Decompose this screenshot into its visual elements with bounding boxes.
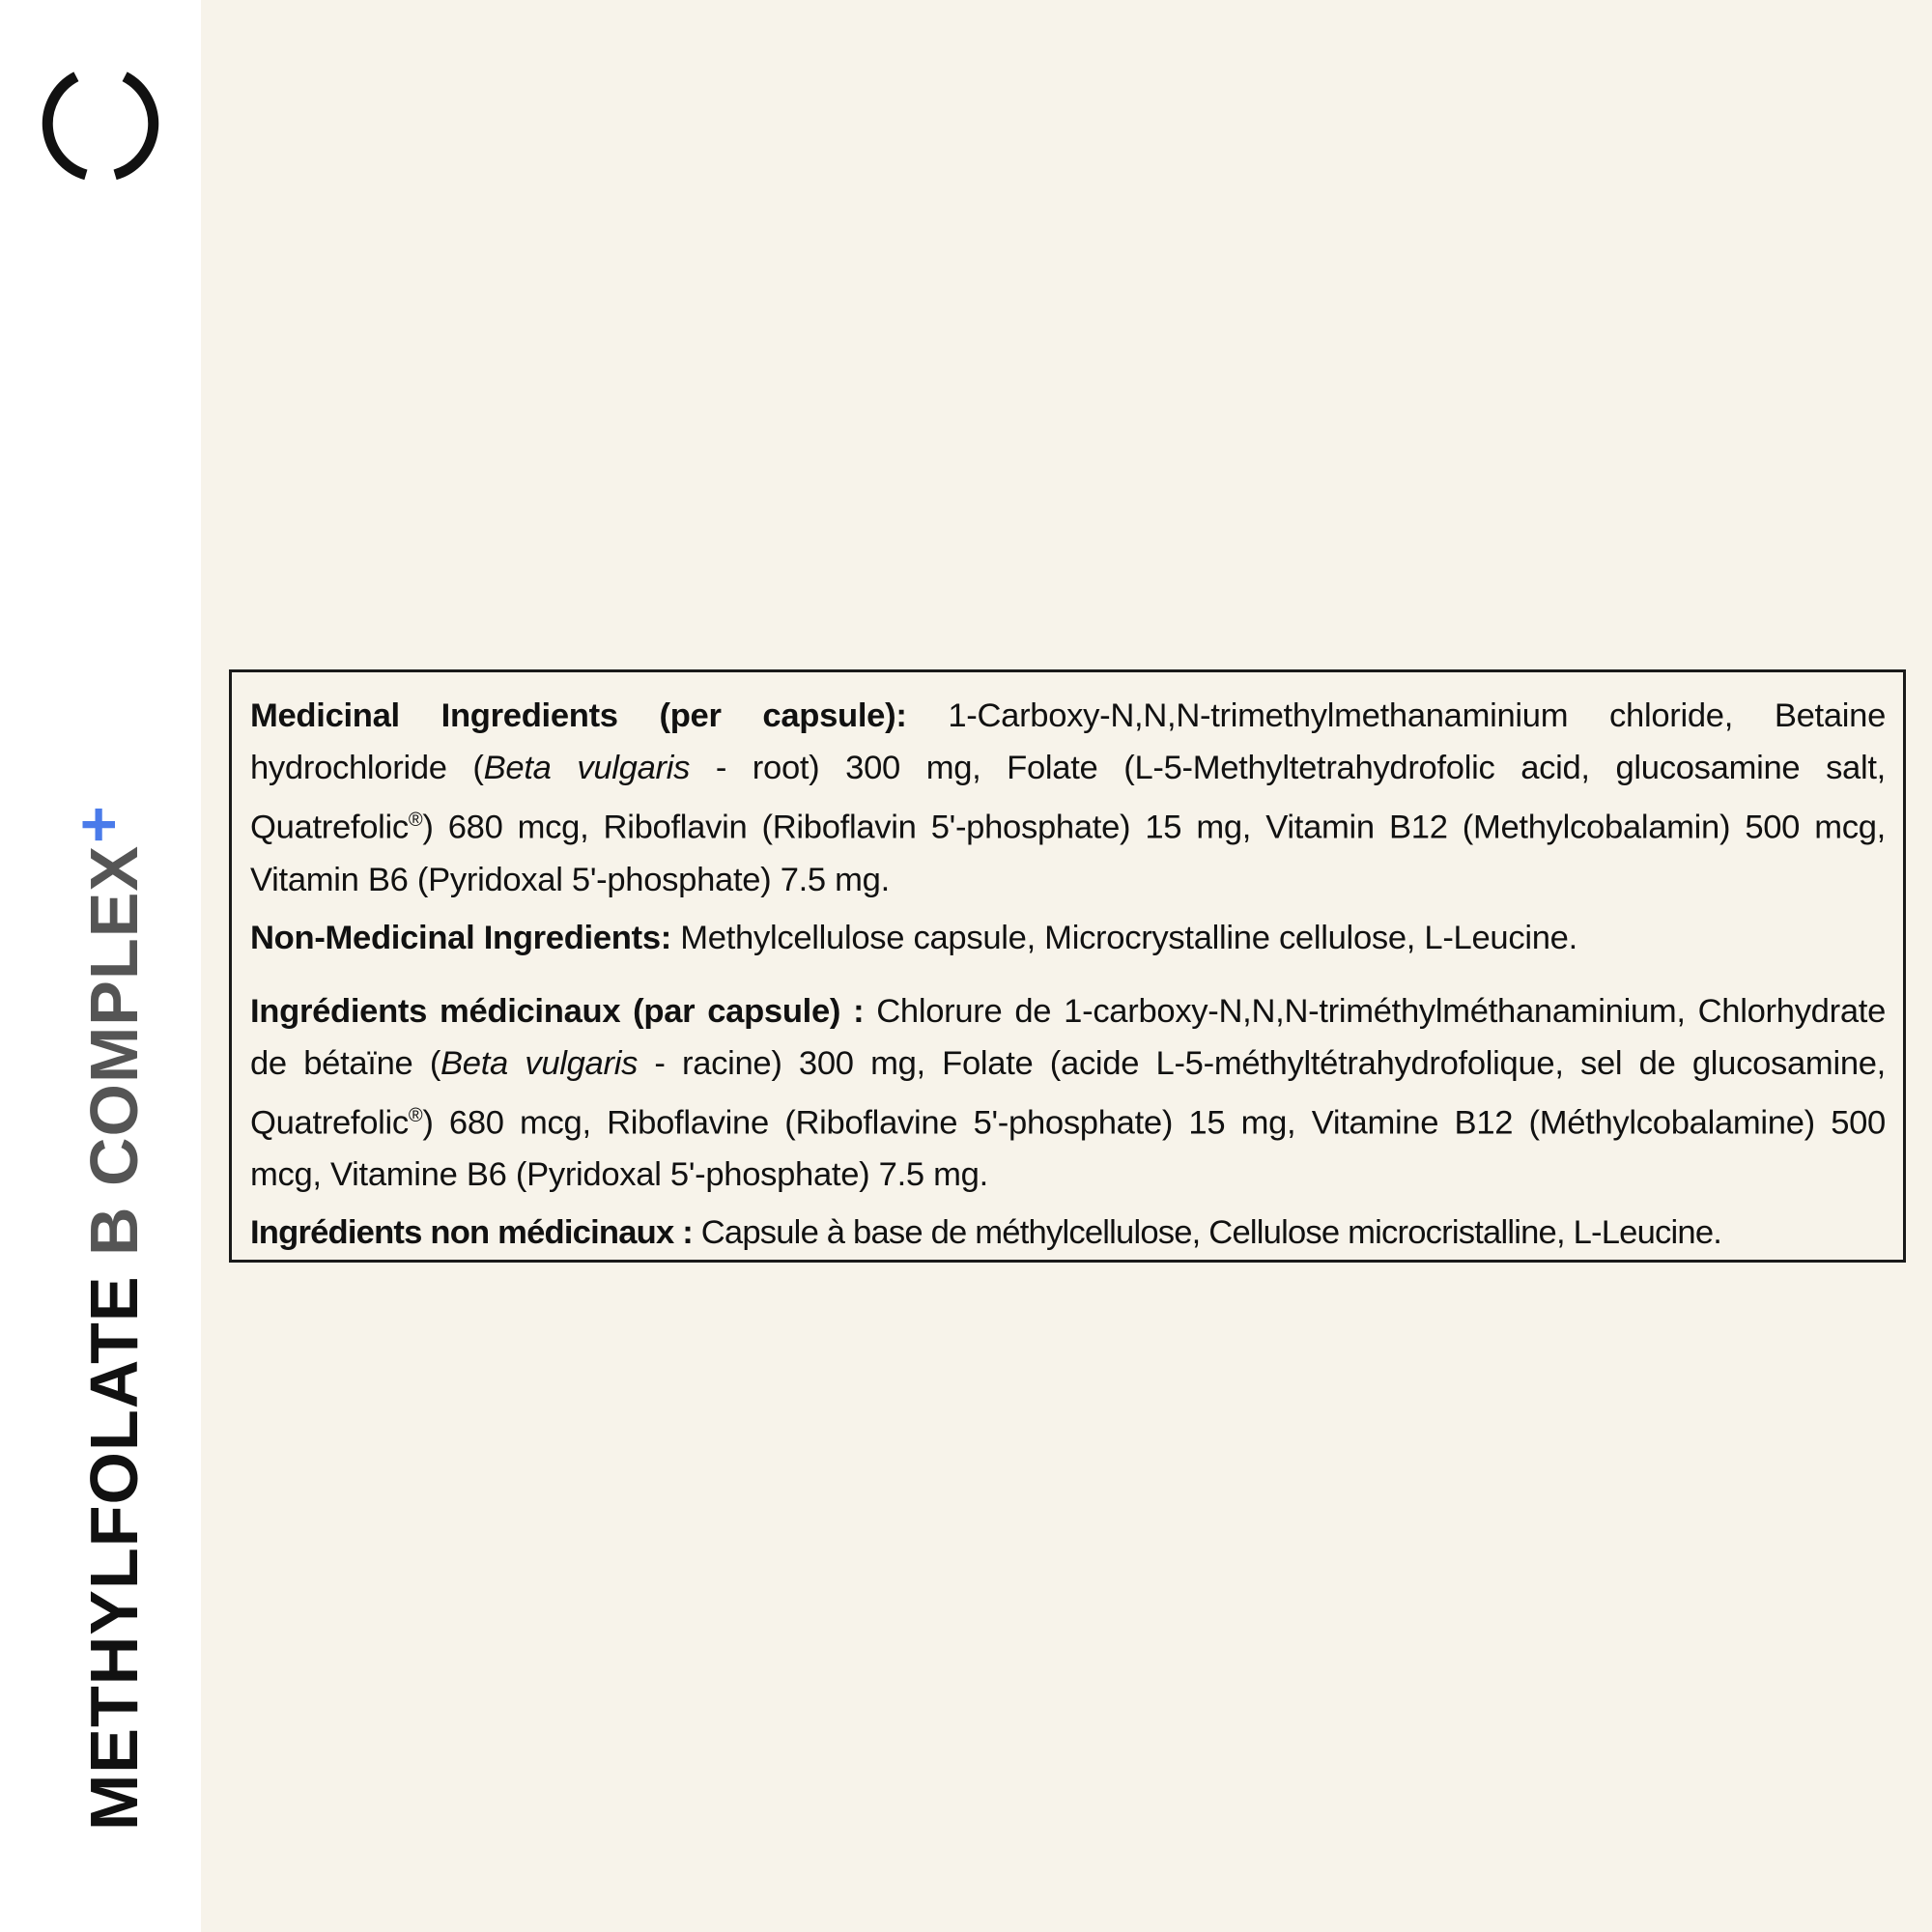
registered-mark-en: ® (408, 810, 423, 831)
medicinal-ingredients-fr-text-1: Chlorure de 1-carboxy-N,N,N-triméthylméthanaminium, Chlorhydrate de bétaïne ( (250, 992, 1886, 1082)
product-title-primary: METHYLFOLATE (76, 1256, 152, 1831)
product-title (62, 787, 152, 1831)
ingredients-panel (229, 669, 1906, 1263)
non-medicinal-ingredients-en (250, 912, 1886, 964)
medicinal-ingredients-en-text-3: ) 680 mcg, Riboflavin (Riboflavin 5'-phosphate) 15 mg, Vitamin B12 (Methylcobalamin) 500 mcg, Vitamin B6 (Pyridoxal 5'-phosphate) 7.5 mg. (250, 809, 1886, 898)
medicinal-ingredients-en-text-2: - root) 300 mg, Folate (L-5-Methyltetrahydrofolic acid, glucosamine salt, Quatrefolic (250, 750, 1886, 846)
medicinal-ingredients-en-species: Beta vulgaris (483, 750, 691, 786)
registered-mark-fr: ® (408, 1104, 423, 1126)
sidebar (0, 0, 201, 1932)
product-title-plus: + (62, 805, 133, 843)
medicinal-ingredients-fr-species: Beta vulgaris (440, 1044, 639, 1082)
non-medicinal-ingredients-fr-text: Capsule à base de méthylcellulose, Cellulose microcristalline, L-Leucine. (692, 1214, 1722, 1252)
medicinal-ingredients-fr-text-3: ) 680 mcg, Riboflavine (Riboflavine 5'-phosphate) 15 mg, Vitamine B12 (Méthylcobalamine) 500 mcg, Vitamine B6 (Pyridoxal 5'-phosphate) 7.5 mg. (250, 1104, 1886, 1194)
non-medicinal-ingredients-fr-label: Ingrédients non médicinaux : (250, 1214, 693, 1252)
non-medicinal-ingredients-en-label: Non-Medicinal Ingredients: (250, 919, 671, 956)
medicinal-ingredients-en-text-1: 1-Carboxy-N,N,N-trimethylmethanaminium chloride, Betaine hydrochloride ( (250, 697, 1887, 786)
non-medicinal-ingredients-fr (250, 1207, 1886, 1259)
non-medicinal-ingredients-en-text: Methylcellulose capsule, Microcrystalline cellulose, L-Leucine. (670, 919, 1577, 956)
medicinal-ingredients-fr-text-2: - racine) 300 mg, Folate (acide L-5-méthyltétrahydrofolique, sel de glucosamine, Quatrefolic (250, 1044, 1886, 1142)
medicinal-ingredients-en-label: Medicinal Ingredients (per capsule): (250, 697, 907, 734)
product-title-secondary: B COMPLEX (76, 844, 152, 1257)
broken-circle-icon (39, 62, 162, 185)
medicinal-ingredients-fr-label: Ingrédients médicinaux (par capsule) : (250, 992, 865, 1030)
medicinal-ingredients-fr (250, 985, 1886, 1202)
medicinal-ingredients-en (250, 690, 1886, 906)
